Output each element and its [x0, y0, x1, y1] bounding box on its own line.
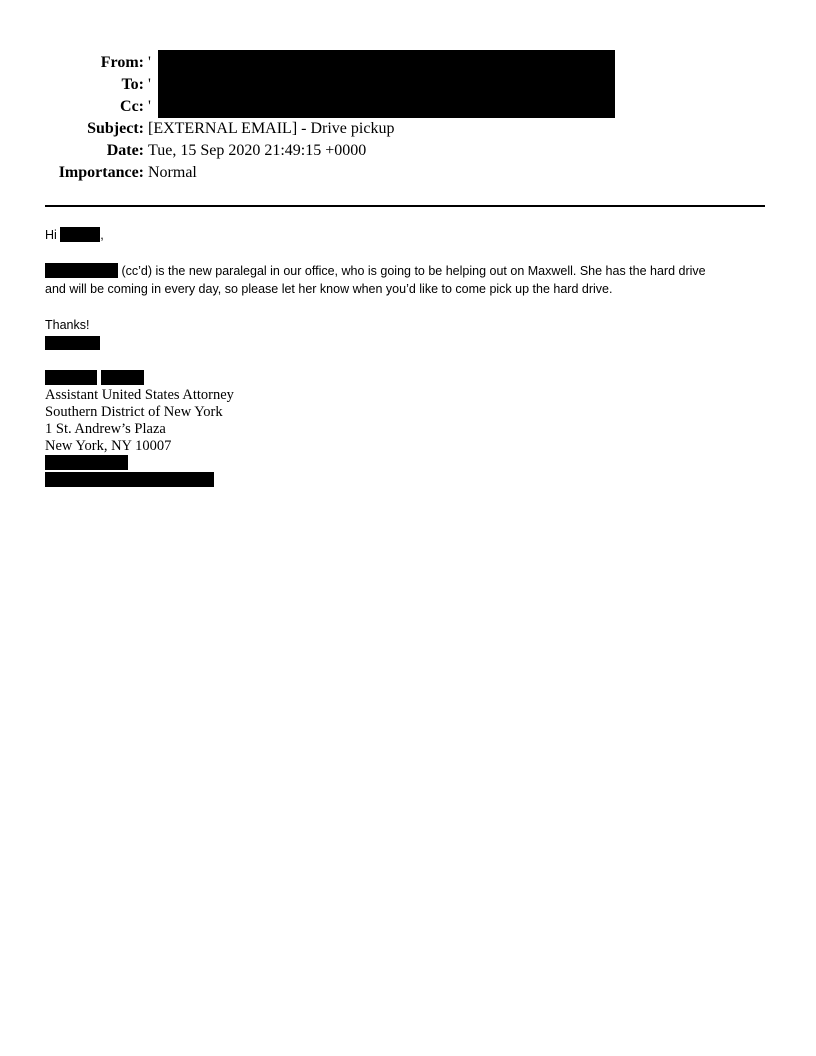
importance-row [0, 162, 816, 184]
body-paragraph-text-1: (cc’d) is the new paralegal in our office, who is going to be helping out on Maxwell. She has the hard drive [118, 264, 706, 278]
signature-last-name-redaction [101, 370, 144, 385]
greeting-suffix: , [100, 228, 104, 242]
signature-phone-redaction [45, 455, 128, 470]
signature-title: Assistant United States Attorney [45, 387, 234, 403]
signature-first-name-redaction [45, 370, 97, 385]
cc-label: Cc: [120, 98, 144, 115]
sender-name-redaction [45, 336, 100, 350]
to-label: To: [121, 76, 144, 93]
to-value: ' [148, 76, 151, 93]
email-body [45, 226, 775, 352]
signature-email-line [45, 472, 234, 489]
recipient-name-redaction [60, 227, 100, 242]
greeting-line [45, 226, 775, 244]
signature-office: Southern District of New York [45, 404, 223, 420]
importance-label: Importance: [58, 164, 144, 181]
signature-email-redaction [45, 472, 214, 487]
body-paragraph-line-1 [45, 262, 775, 280]
date-label: Date: [106, 142, 144, 159]
header-redaction-block [158, 50, 615, 118]
signature-block [45, 370, 234, 489]
signature-name-line [45, 370, 234, 387]
body-paragraph-line-2: and will be coming in every day, so please let her know when you’d like to come pick up the hard drive. [45, 282, 613, 296]
subject-row [0, 118, 816, 140]
importance-value: Normal [148, 164, 197, 181]
closing-line: Thanks! [45, 318, 90, 332]
sender-name-line [45, 334, 775, 352]
signature-phone-line [45, 455, 234, 472]
header-divider [45, 205, 765, 207]
subject-label: Subject: [87, 120, 144, 137]
date-row [0, 140, 816, 162]
from-label: From: [100, 54, 144, 71]
signature-city: New York, NY 10007 [45, 438, 172, 454]
date-value: Tue, 15 Sep 2020 21:49:15 +0000 [148, 142, 367, 159]
cc-value: ' [148, 98, 151, 115]
paralegal-name-redaction [45, 263, 118, 278]
from-value: ' [148, 54, 151, 71]
signature-street: 1 St. Andrew’s Plaza [45, 421, 166, 437]
greeting-text: Hi [45, 228, 57, 242]
subject-value: [EXTERNAL EMAIL] - Drive pickup [148, 120, 395, 137]
